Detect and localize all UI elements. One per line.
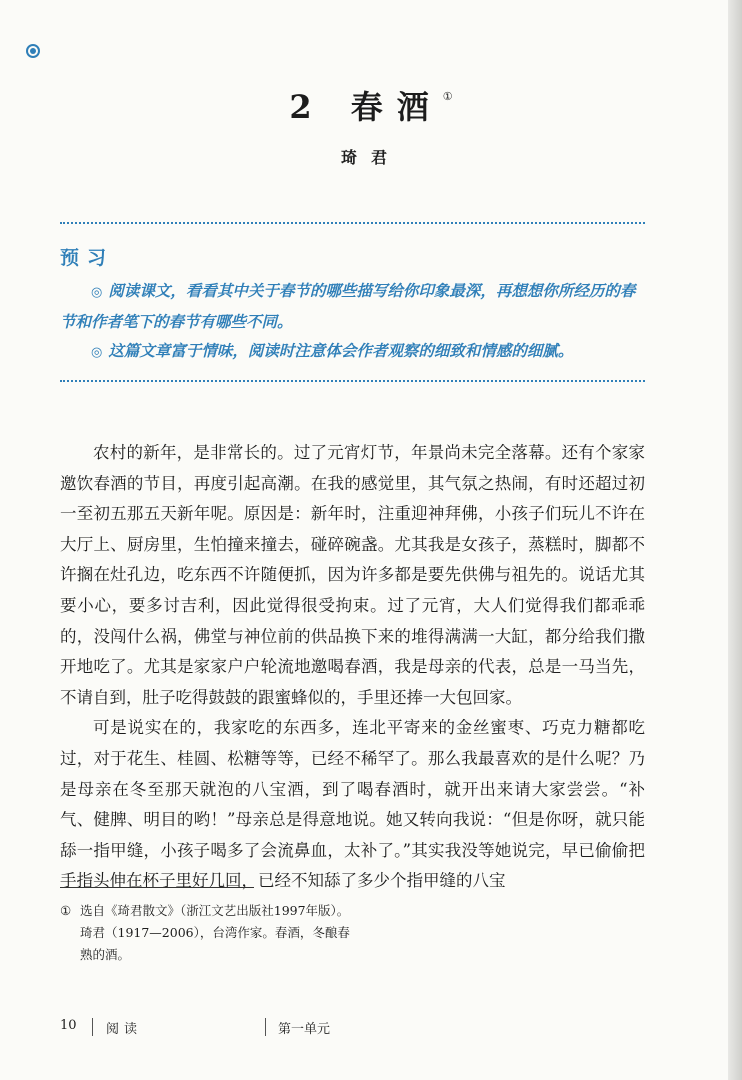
preview-bottom-divider bbox=[60, 380, 645, 382]
footer-unit: 第一单元 bbox=[278, 1022, 331, 1037]
footnote bbox=[60, 900, 360, 966]
publisher-logo-icon bbox=[26, 44, 40, 58]
page-number: 10 bbox=[60, 1018, 77, 1033]
preview-item-text: 这篇文章富于情味，阅读时注意体会作者观察的细致和情感的细腻。 bbox=[108, 341, 574, 360]
lesson-number: 2 bbox=[289, 88, 326, 126]
preview-item-text: 阅读课文，看看其中关于春节的哪些描写给你印象最深，再想想你所经历的春节和作者笔下的春节有哪些不同。 bbox=[60, 281, 636, 331]
footer-separator bbox=[265, 1018, 266, 1036]
article-body bbox=[60, 438, 645, 897]
preview-section bbox=[60, 276, 646, 367]
preview-heading: 预习 bbox=[60, 247, 115, 269]
bullet-icon: ◎ bbox=[91, 285, 103, 300]
article-paragraph: 农村的新年，是非常长的。过了元宵灯节，年景尚未完全落幕。还有个家家邀饮春酒的节目，再度引起高潮。在我的感觉里，其气氛之热闹，有时还超过初一至初五那五天新年呢。原因是：新年时，注重迎神拜佛，小孩子们玩儿不许在大厅上、厨房里，生怕撞来撞去，碰碎碗盏。尤其我是女孩子，蒸糕时，脚都不许搁在灶孔边，吃东西不许随便抓，因为许多都是要先供佛与祖先的。说话尤其要小心，要多讨吉利，因此觉得很受拘束。过了元宵，大人们觉得我们都乖乖的，没闯什么祸，佛堂与神位前的供品换下来的堆得满满一大缸，都分给我们撒开地吃了。尤其是家家户户轮流地邀喝春酒，我是母亲的代表，总是一马当先，不请自到，肚子吃得鼓鼓的跟蜜蜂似的，手里还捧一大包回家。 bbox=[60, 443, 645, 707]
article-paragraph: 可是说实在的，我家吃的东西多，连北平寄来的金丝蜜枣、巧克力糖都吃过，对于花生、桂圆、松糖等等，已经不稀罕了。那么我最喜欢的是什么呢？乃是母亲在冬至那天就泡的八宝酒，到了喝春酒时，就开出来请大家尝尝。“补气、健脾、明目的哟！”母亲总是得意地说。她又转向我说：“但是你呀，就只能舔一指甲缝，小孩子喝多了会流鼻血，太补了。”其实我没等她说完，早已偷偷把手指头伸在杯子里好几回，已经不知舔了多少个指甲缝的八宝 bbox=[60, 718, 645, 891]
footnote-divider bbox=[60, 887, 254, 888]
preview-item bbox=[60, 336, 646, 367]
footer-separator bbox=[92, 1018, 93, 1036]
footnote-text: 选自《琦君散文》（浙江文艺出版社1997年版）。琦君（1917—2006），台湾作家。春酒，冬酿春熟的酒。 bbox=[80, 903, 350, 962]
author-name: 琦君 bbox=[340, 148, 401, 167]
lesson-title bbox=[0, 82, 742, 128]
footer-section: 阅读 bbox=[106, 1022, 143, 1037]
title-footnote-marker[interactable]: ① bbox=[442, 90, 453, 103]
preview-item bbox=[60, 276, 646, 336]
preview-top-divider bbox=[60, 222, 645, 224]
lesson-title-text: 春酒 bbox=[350, 88, 443, 126]
footnote-marker: ① bbox=[60, 903, 72, 918]
bullet-icon: ◎ bbox=[91, 345, 103, 360]
